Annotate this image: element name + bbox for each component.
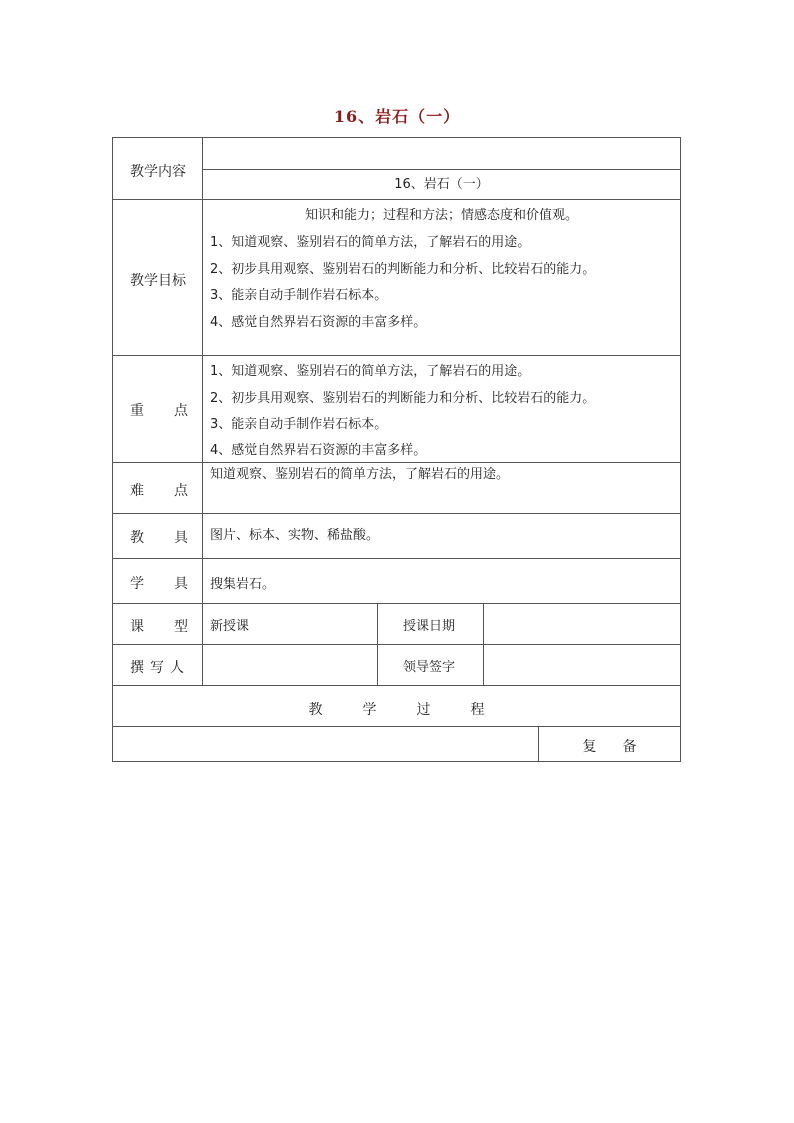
key-point-item: 3、能亲自动手制作岩石标本。 <box>210 417 388 432</box>
label-process-text: 教学过程 <box>308 702 525 718</box>
goal-item: 2、初步具用观察、鉴别岩石的判断能力和分析、比较岩石的能力。 <box>210 262 596 277</box>
label-teacher-tools <box>130 525 218 551</box>
difficulties-value: 知道观察、鉴别岩石的简单方法，了解岩石的用途。 <box>210 467 510 482</box>
key-point-item: 2、初步具用观察、鉴别岩石的判断能力和分析、比较岩石的能力。 <box>210 391 596 406</box>
key-point-item: 4、感觉自然界岩石资源的丰富多样。 <box>210 443 427 458</box>
label-content: 教学内容 <box>130 164 186 180</box>
label-author <box>130 655 190 681</box>
label-lesson-date: 授课日期 <box>403 619 456 634</box>
label-review <box>538 734 681 760</box>
label-leader-sign: 领导签字 <box>403 660 456 675</box>
label-student-tools <box>130 571 218 597</box>
label-review-text: 复备 <box>582 739 663 755</box>
label-key-points-text: 重点 <box>130 403 218 419</box>
label-lesson-type-text: 课型 <box>130 619 218 635</box>
goals-header: 知识和能力；过程和方法；情感态度和价值观。 <box>304 208 578 223</box>
page-title: 16、岩石（一） <box>333 107 461 126</box>
label-teacher-tools-text: 教具 <box>130 530 218 546</box>
label-difficulties-text: 难点 <box>130 483 218 499</box>
label-goals: 教学目标 <box>130 273 186 289</box>
label-difficulties <box>130 478 218 504</box>
label-lesson-type <box>130 614 218 640</box>
goal-item: 3、能亲自动手制作岩石标本。 <box>210 288 388 303</box>
label-process <box>112 697 681 723</box>
label-author-text: 撰写人 <box>130 660 190 676</box>
student-tools-value: 搜集岩石。 <box>210 577 276 592</box>
lesson-type-value: 新授课 <box>210 619 250 634</box>
label-student-tools-text: 学具 <box>130 576 218 592</box>
content-value: 16、岩石（一） <box>394 177 489 192</box>
key-point-item: 1、知道观察、鉴别岩石的简单方法，了解岩石的用途。 <box>210 364 531 379</box>
label-key-points <box>130 398 218 424</box>
goal-item: 1、知道观察、鉴别岩石的简单方法，了解岩石的用途。 <box>210 235 531 250</box>
teacher-tools-value: 图片、标本、实物、稀盐酸。 <box>210 528 380 543</box>
goal-item: 4、感觉自然界岩石资源的丰富多样。 <box>210 315 427 330</box>
